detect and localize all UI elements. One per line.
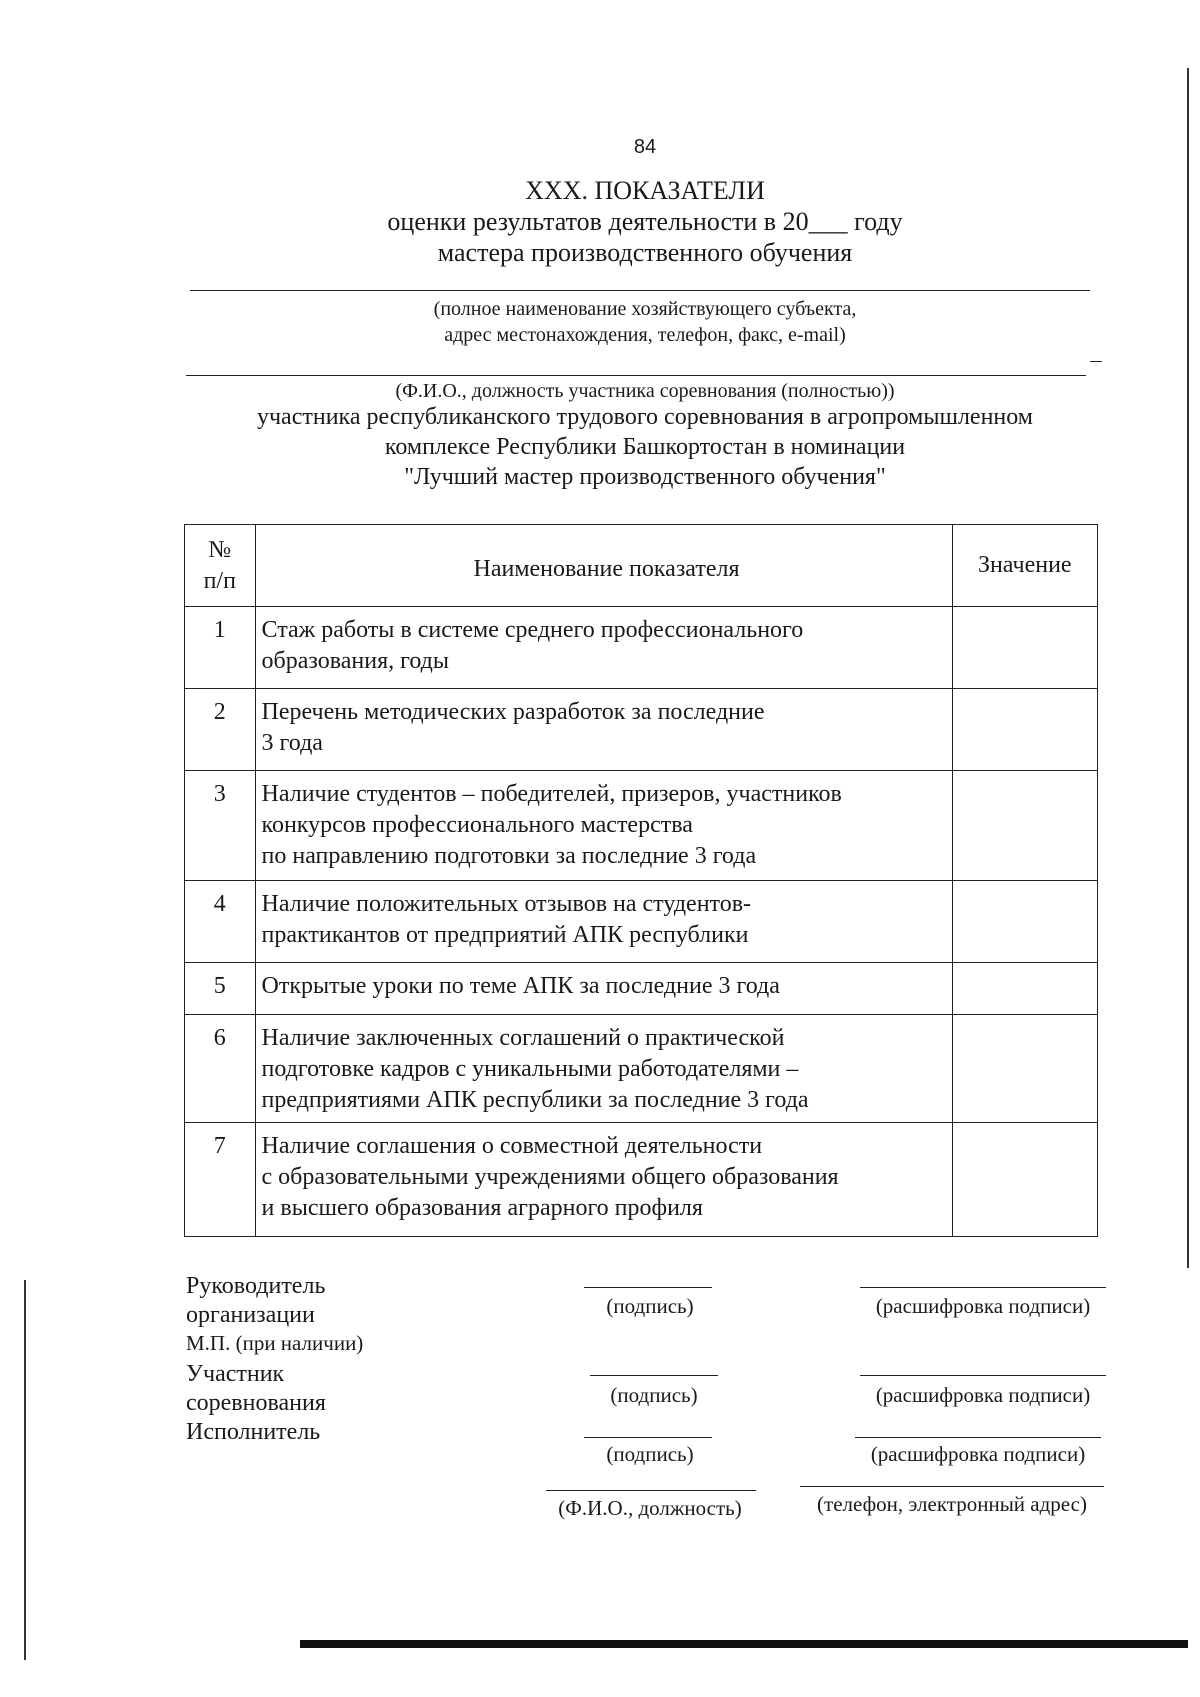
executor-decode-caption: (расшифровка подписи) — [870, 1442, 1086, 1466]
indicator-name-line: Перечень методических разработок за последние — [261, 699, 765, 725]
indicator-name-line: предприятиями АПК республики за последние 3 года — [261, 1087, 809, 1113]
organization-caption-line1: (полное наименование хозяйствующего субъекта, — [433, 298, 857, 320]
executor-label: Исполнитель — [186, 1419, 321, 1445]
indicator-name-line: Наличие соглашения о совместной деятельности — [261, 1133, 763, 1159]
organization-caption-line2: адрес местонахождения, телефон, факс, e-mail) — [444, 324, 846, 346]
form-subtitle-position: мастера производственного обучения — [437, 238, 853, 267]
table-row — [185, 771, 1098, 881]
row-indicator-name — [255, 689, 952, 771]
header-number-line2: п/п — [203, 567, 236, 594]
header-indicator-name: Наименование показателя — [255, 525, 952, 607]
participant-signature-caption: (подпись) — [610, 1383, 698, 1407]
participant-label — [186, 1360, 326, 1418]
indicator-name-line: Наличие заключенных соглашений о практической — [261, 1025, 785, 1051]
indicator-name-line: Наличие студентов – победителей, призеров, участников — [261, 781, 842, 807]
executor-fio-line[interactable] — [546, 1490, 756, 1491]
scan-edge-bottom — [300, 1640, 1188, 1648]
indicator-name-line: подготовке кадров с уникальными работодателями – — [261, 1056, 799, 1082]
participant-signature-line[interactable] — [590, 1375, 718, 1376]
head-label — [186, 1272, 325, 1330]
row-value-cell[interactable] — [952, 607, 1098, 689]
indicator-name-line: Стаж работы в системе среднего профессионального — [261, 617, 804, 643]
row-value-cell[interactable] — [952, 771, 1098, 881]
row-value-cell[interactable] — [952, 689, 1098, 771]
row-number: 6 — [185, 1015, 256, 1123]
executor-decode-line[interactable] — [855, 1437, 1101, 1438]
row-number: 3 — [185, 771, 256, 881]
executor-contact-caption: (телефон, электронный адрес) — [817, 1492, 1087, 1516]
description-line2: комплексе Республики Башкортостан в номинации — [384, 434, 906, 460]
form-title: XXX. ПОКАЗАТЕЛИ — [525, 176, 765, 205]
row-indicator-name — [255, 1123, 952, 1237]
row-number: 4 — [185, 881, 256, 963]
table-row — [185, 607, 1098, 689]
row-indicator-name — [255, 963, 952, 1015]
participant-field-line[interactable] — [186, 375, 1086, 376]
row-number: 2 — [185, 689, 256, 771]
indicator-name-line: образования, годы — [261, 648, 450, 674]
executor-signature-line[interactable] — [584, 1437, 712, 1438]
indicator-name-line: и высшего образования аграрного профиля — [261, 1195, 703, 1221]
executor-contact-line[interactable] — [800, 1486, 1104, 1487]
header-value: Значение — [952, 525, 1098, 607]
indicator-name-line: конкурсов профессионального мастерства — [261, 812, 693, 838]
participant-decode-line[interactable] — [860, 1375, 1106, 1376]
stamp-label: М.П. (при наличии) — [186, 1331, 364, 1355]
description-line1: участника республиканского трудового соревнования в агропромышленном — [256, 404, 1033, 430]
indicator-name-line: Открытые уроки по теме АПК за последние 3 года — [261, 973, 780, 999]
row-indicator-name — [255, 771, 952, 881]
table-row — [185, 1015, 1098, 1123]
indicator-name-line: с образовательными учреждениями общего образования — [261, 1164, 839, 1190]
indicator-name-line: 3 года — [261, 730, 323, 756]
participant-label-line2: соревнования — [186, 1390, 326, 1416]
head-signature-line[interactable] — [584, 1287, 712, 1288]
executor-signature-caption: (подпись) — [606, 1442, 694, 1466]
row-indicator-name — [255, 607, 952, 689]
row-number: 1 — [185, 607, 256, 689]
indicator-name-line: по направлению подготовки за последние 3 года — [261, 843, 757, 869]
table-row — [185, 881, 1098, 963]
row-value-cell[interactable] — [952, 1123, 1098, 1237]
head-signature-caption: (подпись) — [606, 1294, 694, 1318]
row-indicator-name — [255, 881, 952, 963]
row-number: 5 — [185, 963, 256, 1015]
row-indicator-name — [255, 1015, 952, 1123]
participant-caption: (Ф.И.О., должность участника соревнования (полностью)) — [395, 380, 895, 402]
description-line3: "Лучший мастер производственного обучения" — [404, 464, 886, 490]
indicators-table — [184, 524, 1098, 1237]
row-value-cell[interactable] — [952, 1015, 1098, 1123]
table-row — [185, 689, 1098, 771]
executor-fio-caption: (Ф.И.О., должность) — [558, 1496, 742, 1520]
indicator-name-line: практикантов от предприятий АПК республики — [261, 922, 749, 948]
participant-label-line1: Участник — [186, 1361, 285, 1387]
row-value-cell[interactable] — [952, 963, 1098, 1015]
row-value-cell[interactable] — [952, 881, 1098, 963]
form-subtitle: оценки результатов деятельности в 20___ году — [387, 207, 903, 236]
page-number: 84 — [633, 136, 657, 158]
header-number-line1: № — [208, 536, 232, 563]
scan-edge-left — [24, 1280, 26, 1660]
table-header-row — [185, 525, 1098, 607]
row-number: 7 — [185, 1123, 256, 1237]
head-label-line1: Руководитель — [186, 1273, 326, 1299]
participant-decode-caption: (расшифровка подписи) — [875, 1383, 1091, 1407]
table-row — [185, 1123, 1098, 1237]
head-decode-line[interactable] — [860, 1287, 1106, 1288]
participant-field-line-end — [1090, 361, 1102, 362]
head-decode-caption: (расшифровка подписи) — [875, 1294, 1091, 1318]
head-label-line2: организации — [186, 1302, 315, 1328]
indicator-name-line: Наличие положительных отзывов на студентов- — [261, 891, 752, 917]
table-row — [185, 963, 1098, 1015]
organization-field-line[interactable] — [190, 290, 1090, 291]
header-number — [185, 525, 256, 607]
